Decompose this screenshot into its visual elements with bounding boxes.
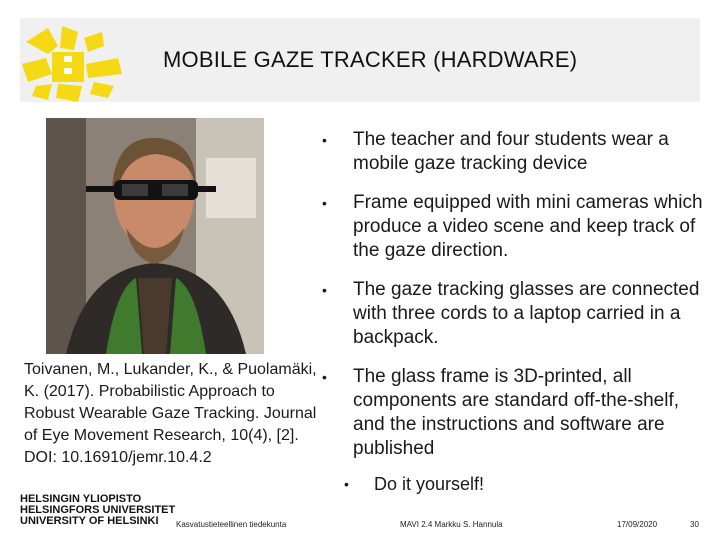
bullet-item <box>322 278 704 350</box>
bullet-item <box>322 191 704 263</box>
bullet-text: The glass frame is 3D-printed, all components are standard off-the-shelf, and the instructions and software are published <box>353 366 680 459</box>
bullet-dot-icon: • <box>322 132 327 148</box>
footer-university-name <box>20 494 175 527</box>
slide-title: MOBILE GAZE TRACKER (HARDWARE) <box>163 47 578 72</box>
bullet-item <box>322 128 704 176</box>
bullet-list <box>322 128 704 496</box>
bullet-item <box>322 365 704 461</box>
footer-page-number: 30 <box>690 520 699 529</box>
university-logo-icon <box>18 24 138 104</box>
presenter-photo <box>46 118 264 354</box>
bullet-dot-icon: • <box>322 282 327 298</box>
footer-faculty: Kasvatustieteellinen tiedekunta <box>176 520 287 529</box>
bullet-text: The teacher and four students wear a mobile gaze tracking device <box>353 129 669 174</box>
footer-course: MAVI 2.4 Markku S. Hannula <box>400 520 503 529</box>
university-name-fi: HELSINGIN YLIOPISTO <box>20 493 142 505</box>
university-name-en: UNIVERSITY OF HELSINKI <box>20 515 159 527</box>
sub-bullet-item <box>322 472 704 496</box>
citation: Toivanen, M., Lukander, K., & Puolamäki, K. (2017). Probabilistic Approach to Robust Wearable Gaze Tracking. Journal of Eye Movement Research, 10(4), [2]. DOI: 10.16910/jemr.10.4.2 <box>24 361 317 466</box>
sub-bullet-text: Do it yourself! <box>374 474 485 494</box>
bullet-text: Frame equipped with mini cameras which produce a video scene and keep track of the gaze direction. <box>353 192 703 261</box>
footer-date: 17/09/2020 <box>617 520 658 529</box>
bullet-text: The gaze tracking glasses are connected with three cords to a laptop carried in a backpack. <box>353 279 700 348</box>
university-name-sv: HELSINGFORS UNIVERSITET <box>20 504 176 516</box>
bullet-dot-icon: • <box>322 369 327 385</box>
bullet-dot-icon: • <box>344 476 349 492</box>
bullet-dot-icon: • <box>322 195 327 211</box>
